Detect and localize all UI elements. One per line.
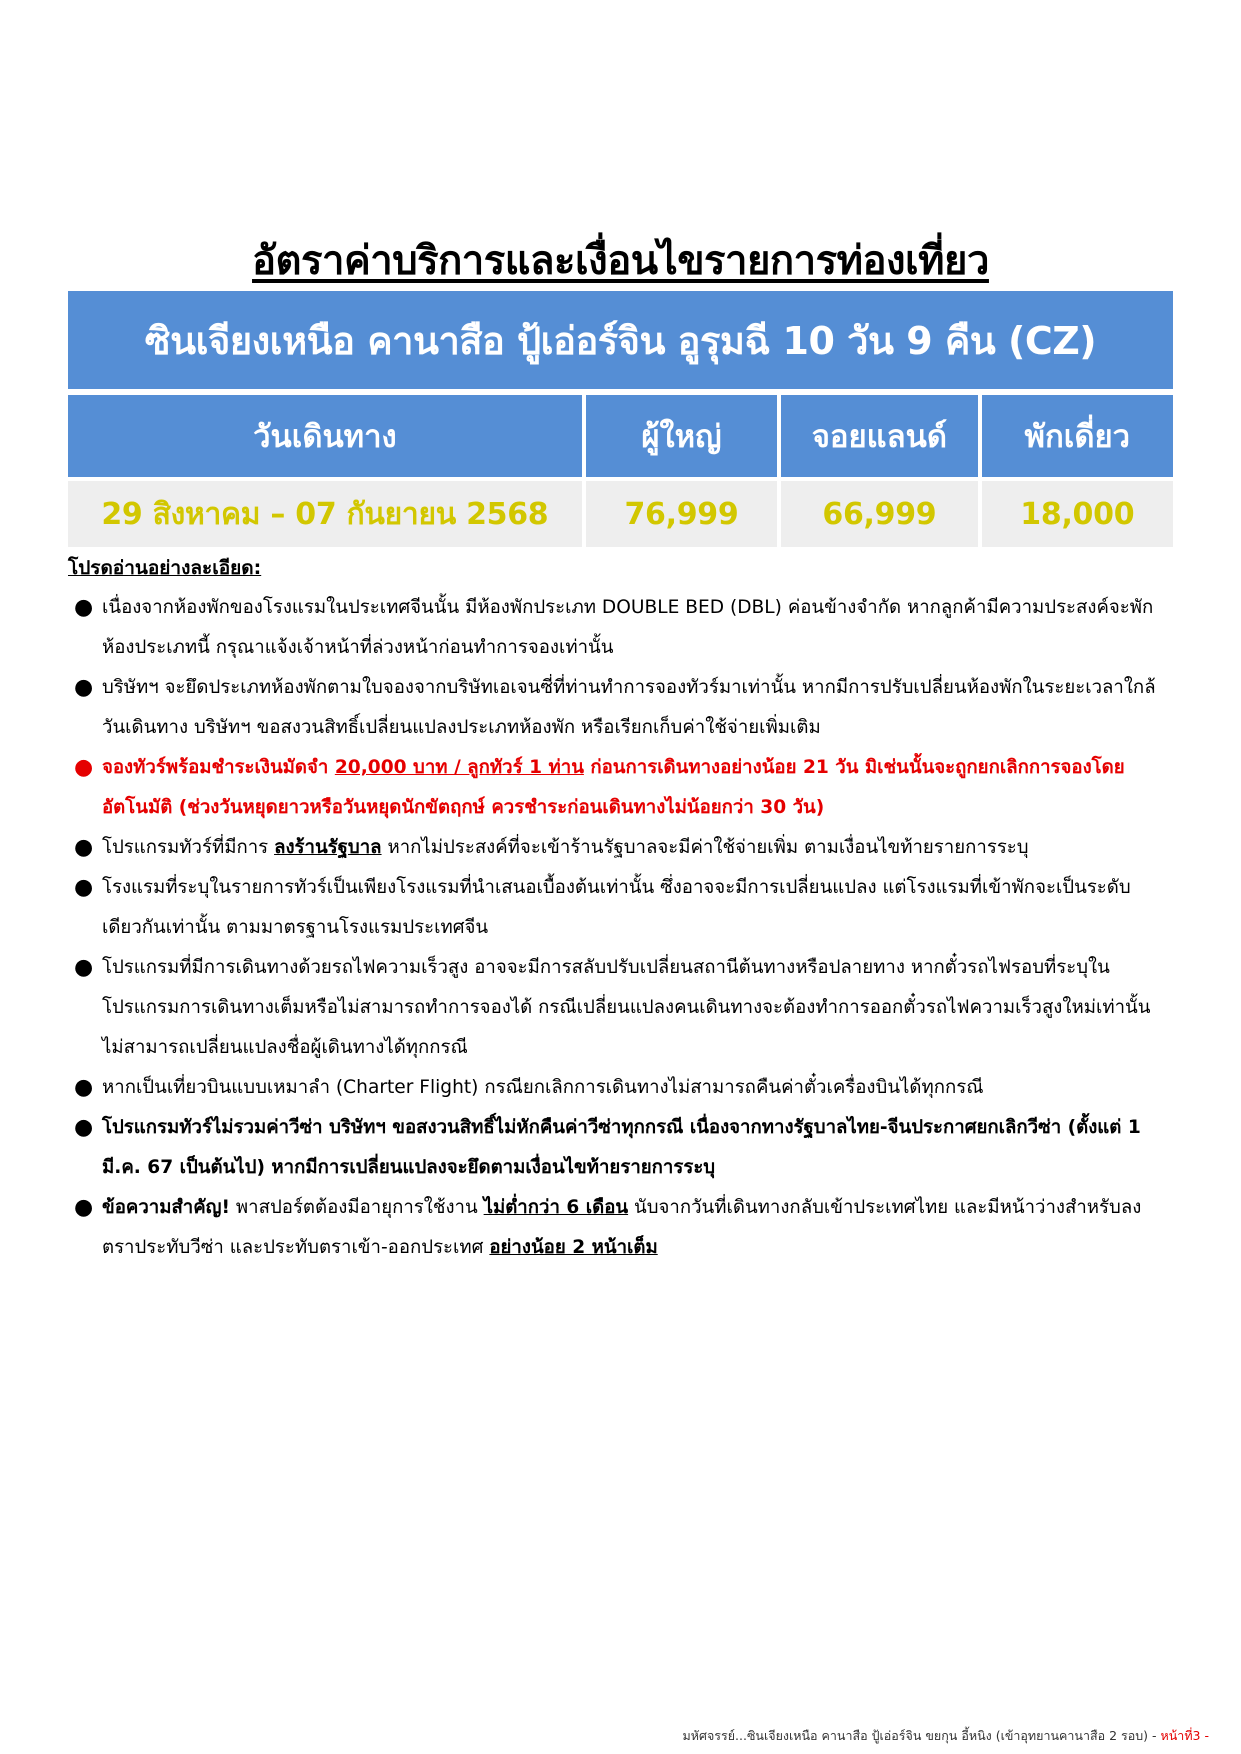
page-number: หน้าที่3 - (1160, 1728, 1209, 1743)
passport-validity: ไม่ต่ำกว่า 6 เดือน (483, 1197, 629, 1218)
join-land-price-cell: 66,999 (781, 481, 977, 547)
list-item (68, 1188, 1173, 1268)
government-shop-note: ลงร้านรัฐบาล (274, 837, 382, 858)
list-item (68, 1108, 1173, 1188)
condition-text: โปรแกรมที่มีการเดินทางด้วยรถไฟความเร็วสูง อาจจะมีการสลับปรับเปลี่ยนสถานีต้นทางหรือปลายทาง หากตั๋วรถไฟรอบที่ระบุในโปรแกรมการเดินทางเต็มหรือไม่สามารถทำการจองได้ กรณีเปลี่ยนแปลงคนเดินทางจะต้องทำการออกตั๋วรถไฟความเร็วสูงใหม่เท่านั้น ไม่สามารถเปลี่ยนแปลงชื่อผู้เดินทางได้ทุกกรณี (102, 957, 1151, 1058)
header-adult-price: ผู้ใหญ่ (586, 395, 777, 477)
list-item (68, 828, 1173, 868)
list-item (68, 868, 1173, 948)
blank-pages-requirement: อย่างน้อย 2 หน้าเต็ม (489, 1237, 658, 1258)
bullet-icon: ● (74, 955, 94, 980)
deposit-amount: 20,000 บาท / ลูกทัวร์ 1 ท่าน (334, 757, 584, 778)
bullet-icon: ● (74, 835, 94, 860)
table-row (68, 481, 1173, 547)
condition-text: เนื่องจากห้องพักของโรงแรมในประเทศจีนนั้น มีห้องพักประเภท DOUBLE BED (DBL) ค่อนข้างจำกัด หากลูกค้ามีความประสงค์จะพักห้องประเภทนี้ กรุณาแจ้งเจ้าหน้าที่ล่วงหน้าก่อนทำการจองเท่านั้น (102, 597, 1154, 658)
price-table (64, 395, 1177, 547)
notes-heading: โปรดอ่านอย่างละเอียด: (68, 557, 262, 579)
list-item (68, 748, 1173, 828)
important-label: ข้อความสำคัญ! (102, 1197, 231, 1218)
departure-date-cell: 29 สิงหาคม – 07 กันยายน 2568 (68, 481, 582, 547)
list-item (68, 1068, 1173, 1108)
bullet-icon: ● (74, 875, 94, 900)
footer-text: มหัศจรรย์...ซินเจียงเหนือ คานาสือ ปู้เอ่อร์จิน ขยกุน อี้หนิง (เข้าอุทยานคานาสือ 2 รอบ) - (682, 1728, 1161, 1743)
header-join-land-price: จอยแลนด์ (781, 395, 977, 477)
bullet-icon: ● (74, 755, 94, 780)
list-item (68, 668, 1173, 748)
condition-text: จองทัวร์พร้อมชำระเงินมัดจำ (102, 757, 335, 778)
header-single-supplement: พักเดี่ยว (982, 395, 1173, 477)
condition-text: โรงแรมที่ระบุในรายการทัวร์เป็นเพียงโรงแรมที่นำเสนอเบื้องต้นเท่านั้น ซึ่งอาจจะมีการเปลี่ยนแปลง แต่โรงแรมที่เข้าพักจะเป็นระดับเดียวกันเท่านั้น ตามมาตรฐานโรงแรมประเทศจีน (102, 877, 1131, 938)
condition-text: โปรแกรมทัวร์ที่มีการ (102, 837, 275, 858)
header-departure-date: วันเดินทาง (68, 395, 582, 477)
bullet-icon: ● (74, 1075, 94, 1100)
list-item (68, 588, 1173, 668)
bullet-icon: ● (74, 675, 94, 700)
conditions-list (68, 588, 1173, 1268)
condition-text: หากเป็นเที่ยวบินแบบเหมาลำ (Charter Flight) กรณียกเลิกการเดินทางไม่สามารถคืนค่าตั๋วเครื่องบินได้ทุกกรณี (102, 1077, 984, 1098)
bullet-icon: ● (74, 595, 94, 620)
condition-text: บริษัทฯ จะยึดประเภทห้องพักตามใบจองจากบริษัทเอเจนซี่ที่ท่านทำการจองทัวร์มาเท่านั้น หากมีการปรับเปลี่ยนห้องพักในระยะเวลาใกล้วันเดินทาง บริษัทฯ ขอสงวนสิทธิ์เปลี่ยนแปลงประเภทห้องพัก หรือเรียกเก็บค่าใช้จ่ายเพิ่มเติม (102, 677, 1156, 738)
condition-text: ก่อนการเดินทางอย่างน้อย 21 วัน มิเช่นนั้นจะถูกยกเลิกการจองโดยอัตโนมัติ (ช่วงวันหยุดยาวหรือวันหยุดนักขัตฤกษ์ ควรชำระก่อนเดินทางไม่น้อยกว่า 30 วัน) (102, 757, 1125, 818)
adult-price-cell: 76,999 (586, 481, 777, 547)
list-item (68, 948, 1173, 1068)
bullet-icon: ● (74, 1115, 94, 1140)
condition-text: พาสปอร์ตต้องมีอายุการใช้งาน (230, 1197, 484, 1218)
tour-name-banner: ซินเจียงเหนือ คานาสือ ปู้เอ่อร์จิน อูรุมฉี 10 วัน 9 คืน (CZ) (68, 291, 1173, 389)
page-footer (683, 1726, 1209, 1746)
condition-text: หากไม่ประสงค์ที่จะเข้าร้านรัฐบาลจะมีค่าใช้จ่ายเพิ่ม ตามเงื่อนไขท้ายรายการระบุ (381, 837, 1029, 858)
condition-text: นับจากวันที่เดินทางกลับเข้าประเทศไทย และมีหน้าว่างสำหรับลงตราประทับวีซ่า และประทับตราเข้า-ออกประเทศ (102, 1197, 1142, 1258)
bullet-icon: ● (74, 1195, 94, 1220)
page-title: อัตราค่าบริการและเงื่อนไขรายการท่องเที่ยว (252, 238, 989, 284)
condition-text: โปรแกรมทัวร์ไม่รวมค่าวีซ่า บริษัทฯ ขอสงวนสิทธิ์ไม่หักคืนค่าวีซ่าทุกกรณี เนื่องจากทางรัฐบาลไทย-จีนประกาศยกเลิกวีซ่า (ตั้งแต่ 1 มี.ค. 67 เป็นต้นไป) หากมีการเปลี่ยนแปลงจะยึดตามเงื่อนไขท้ายรายการระบุ (102, 1117, 1141, 1178)
single-supplement-cell: 18,000 (982, 481, 1173, 547)
